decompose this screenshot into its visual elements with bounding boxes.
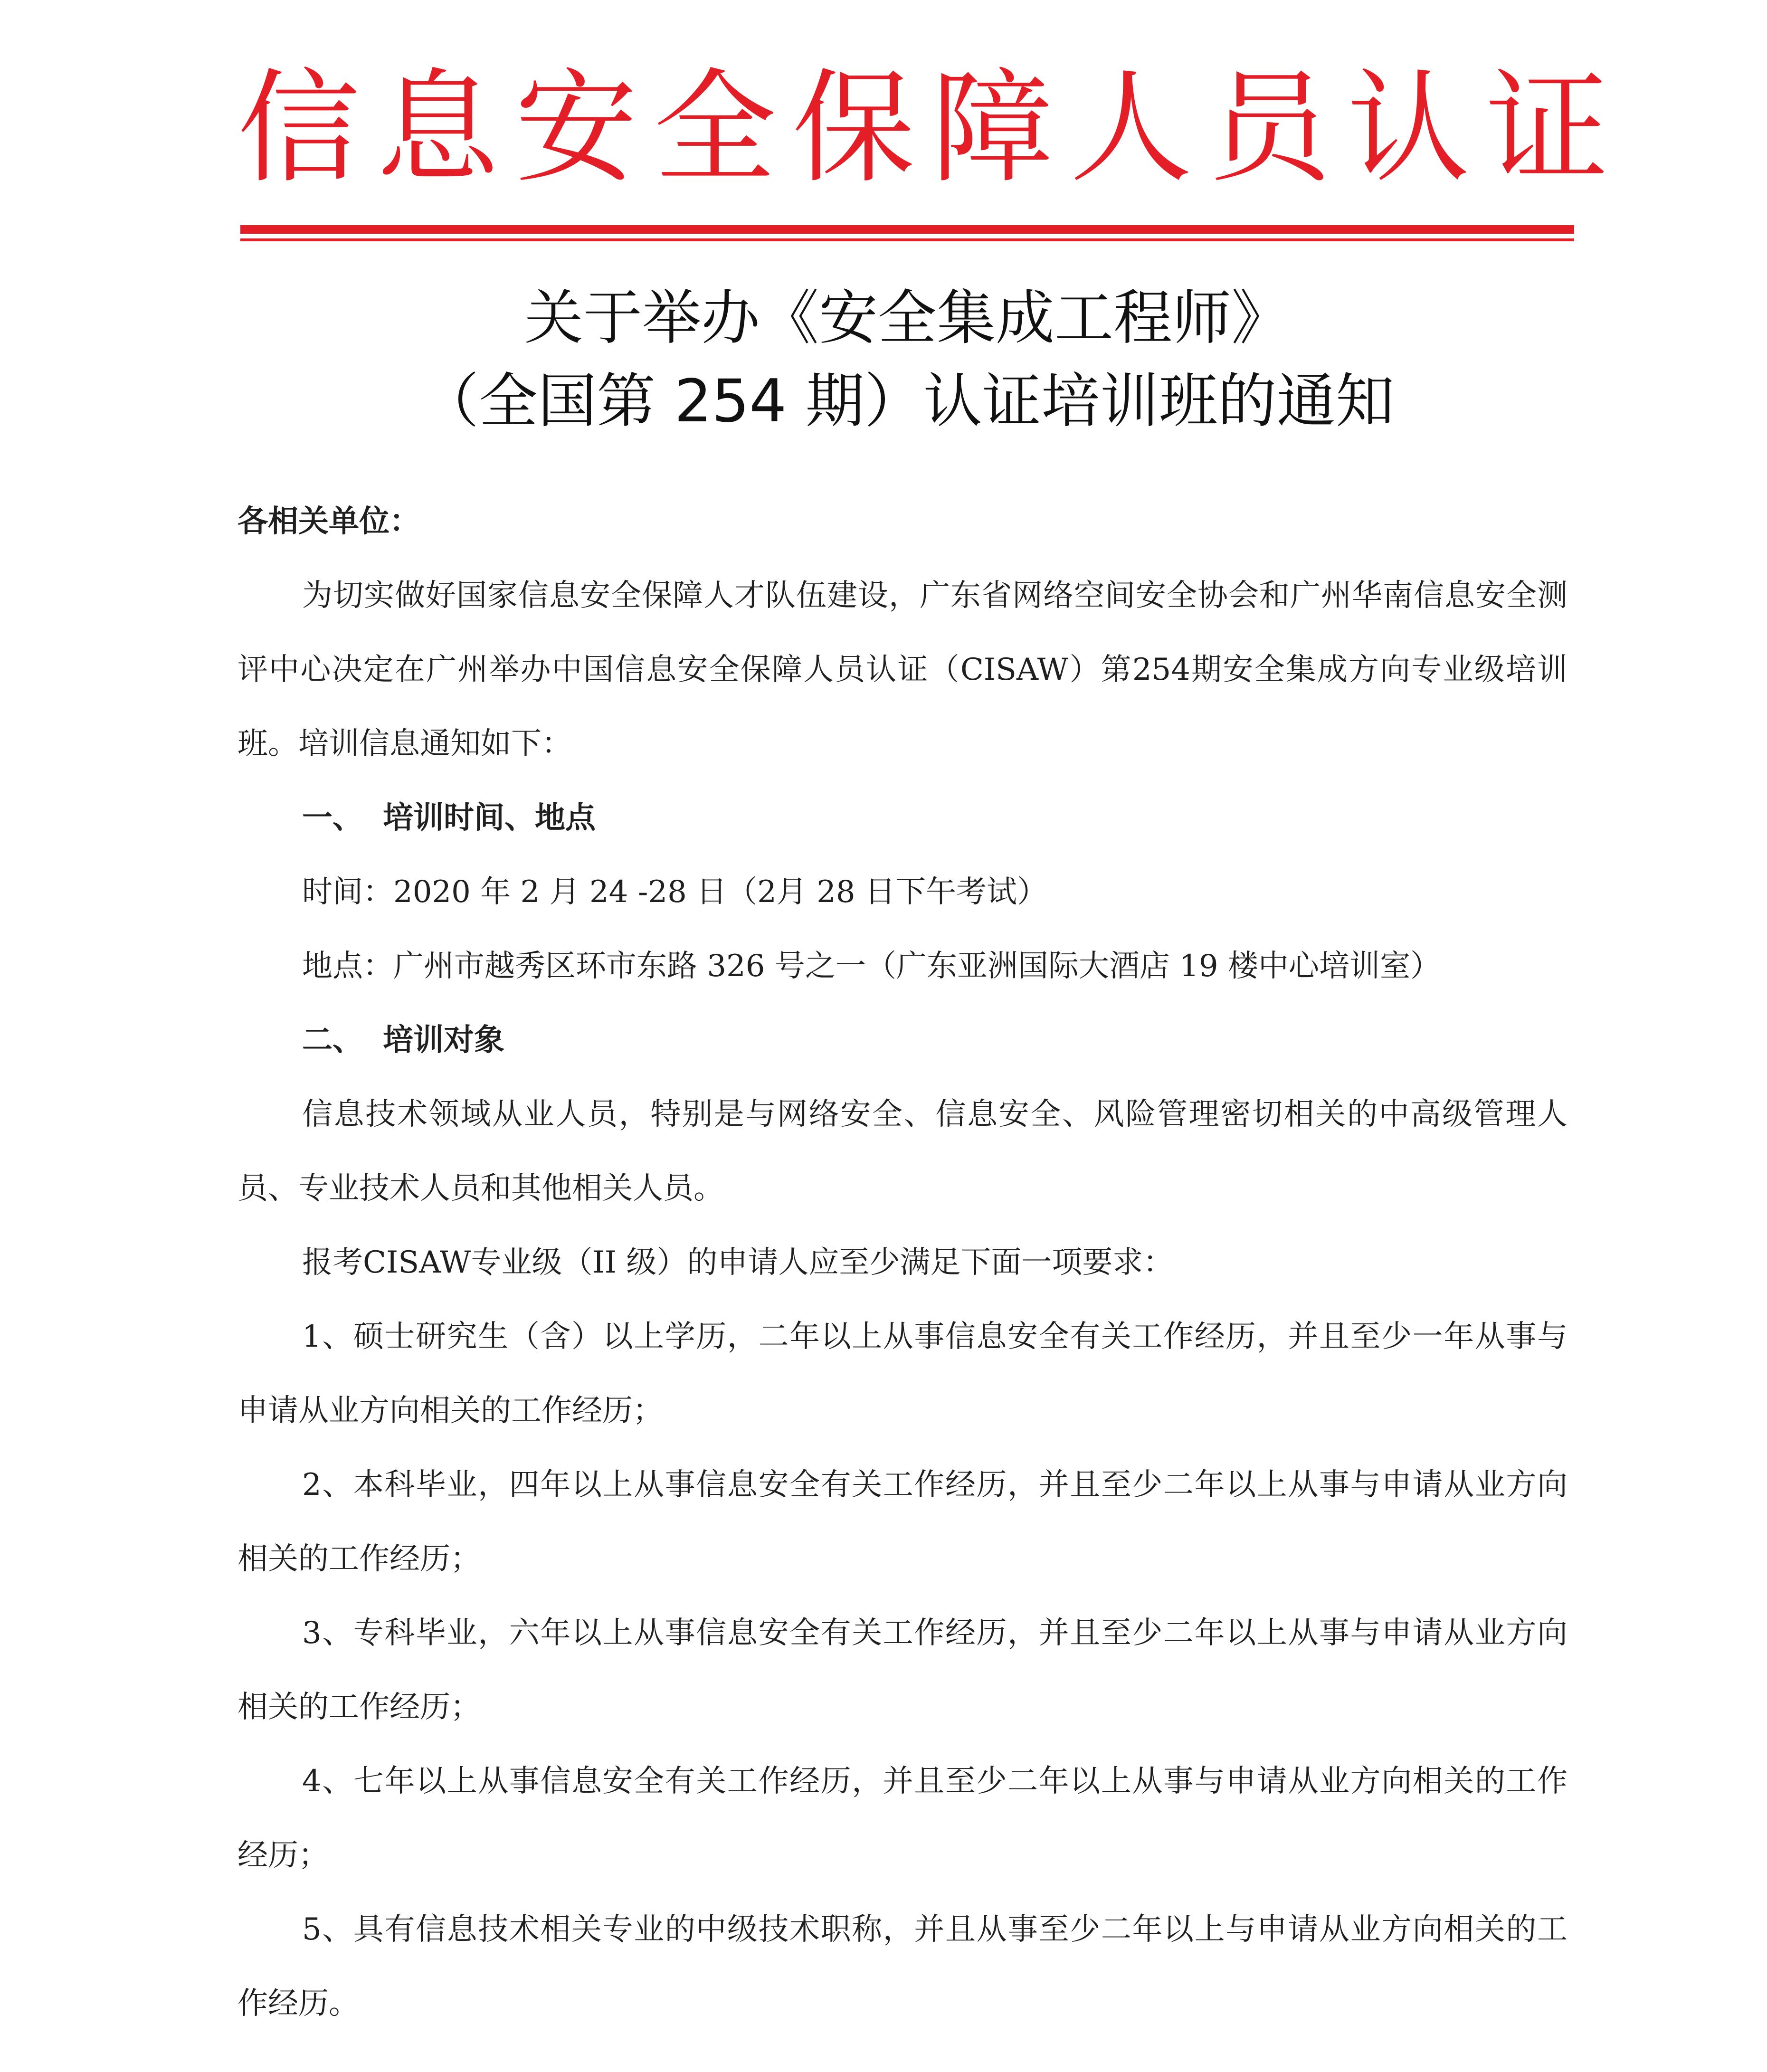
requirement-item: 5、具有信息技术相关专业的中级技术职称，并且从事至少二年以上与申请从业方向相关的工作经历。 <box>238 1912 1568 2021</box>
training-place: 地点：广州市越秀区环市东路 326 号之一（广东亚洲国际大酒店 19 楼中心培训室） <box>302 949 1441 984</box>
training-time: 时间：2020 年 2 月 24 -28 日（2月 28 日下午考试） <box>302 874 1047 910</box>
intro-paragraph: 为切实做好国家信息安全保障人才队伍建设，广东省网络空间安全协会和广州华南信息安全测评中心决定在广州举办中国信息安全保障人员认证（CISAW）第254期安全集成方向专业级培训班。培训信息通知如下： <box>238 578 1568 761</box>
notice-body <box>238 485 1568 2041</box>
section2-heading <box>238 1003 1568 1077</box>
masthead-rule-thin <box>240 238 1574 241</box>
notice-title-line1: 关于举办《安全集成工程师》 <box>524 284 1290 352</box>
section1-number: 一、 <box>302 800 363 836</box>
section2-title: 培训对象 <box>383 1023 504 1058</box>
requirement-item: 1、硕士研究生（含）以上学历，二年以上从事信息安全有关工作经历，并且至少一年从事与申请从业方向相关的工作经历； <box>238 1319 1568 1428</box>
masthead-title: 信息安全保障人员认证 <box>238 57 1624 200</box>
requirement-intro: 报考CISAW专业级（II 级）的申请人应至少满足下面一项要求： <box>302 1245 1174 1280</box>
requirement-item: 2、本科毕业，四年以上从事信息安全有关工作经历，并且至少二年以上从事与申请从业方向相关的工作经历； <box>238 1467 1568 1577</box>
section2-number: 二、 <box>302 1023 363 1058</box>
masthead-rule-thick <box>240 225 1574 234</box>
section1-heading <box>238 781 1568 855</box>
salutation: 各相关单位： <box>238 504 420 539</box>
audience-paragraph: 信息技术领域从业人员，特别是与网络安全、信息安全、风险管理密切相关的中高级管理人员、专业技术人员和其他相关人员。 <box>238 1097 1568 1206</box>
section1-title: 培训时间、地点 <box>383 800 596 836</box>
notice-title-line2: （全国第 254 期）认证培训班的通知 <box>420 367 1395 436</box>
requirement-item: 3、专科毕业，六年以上从事信息安全有关工作经历，并且至少二年以上从事与申请从业方向相关的工作经历； <box>238 1616 1568 1725</box>
requirement-item: 4、七年以上从事信息安全有关工作经历，并且至少二年以上从事与申请从业方向相关的工作经历； <box>238 1764 1568 1873</box>
